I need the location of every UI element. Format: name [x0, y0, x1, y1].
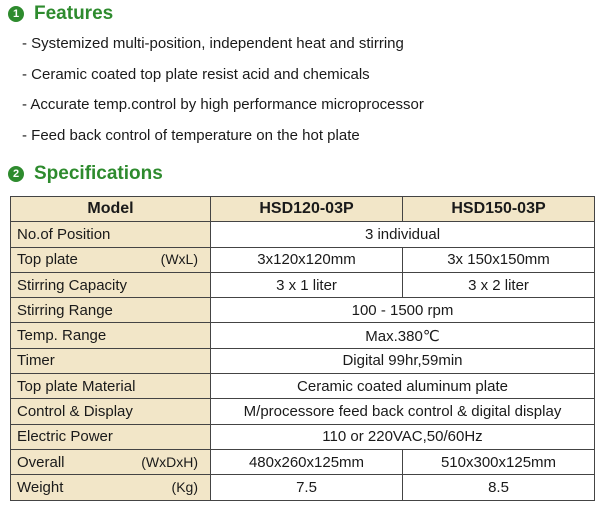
row-unit: (WxL) — [160, 251, 198, 268]
row-label: Overall — [17, 453, 65, 471]
table-row — [11, 272, 595, 297]
row-value-shared: 3 individual — [211, 222, 595, 247]
row-label: Weight — [17, 478, 64, 496]
feature-item: - Ceramic coated top plate resist acid and chemicals — [22, 65, 370, 83]
features-list — [22, 33, 424, 155]
header-col1: HSD120-03P — [211, 197, 403, 222]
table-row — [11, 298, 595, 323]
header-col2: HSD150-03P — [403, 197, 595, 222]
row-label: Stirring Capacity — [17, 276, 128, 294]
row-unit: (WxDxH) — [141, 453, 198, 470]
number-badge-icon: 1 — [8, 6, 24, 22]
row-label: Control & Display — [17, 403, 133, 421]
row-label-cell — [11, 475, 211, 500]
table-row — [11, 348, 595, 373]
row-label-cell — [11, 449, 211, 474]
table-header-row — [11, 197, 595, 222]
number-badge-icon: 2 — [8, 166, 24, 182]
row-label-cell — [11, 247, 211, 272]
row-value-shared: 100 - 1500 rpm — [211, 298, 595, 323]
row-label-cell — [11, 222, 211, 247]
row-label-cell — [11, 374, 211, 399]
table-row — [11, 323, 595, 348]
row-value-hsd150: 3x 150x150mm — [403, 247, 595, 272]
row-value-shared: Ceramic coated aluminum plate — [211, 374, 595, 399]
row-label-cell — [11, 272, 211, 297]
row-label: Temp. Range — [17, 327, 107, 345]
row-value-shared: Digital 99hr,59min — [211, 348, 595, 373]
table-row — [11, 475, 595, 500]
row-label-cell — [11, 323, 211, 348]
row-label: Top plate Material — [17, 377, 136, 395]
row-value-hsd120: 7.5 — [211, 475, 403, 500]
row-label-cell — [11, 298, 211, 323]
table-row — [11, 399, 595, 424]
table-row — [11, 449, 595, 474]
table-row — [11, 424, 595, 449]
row-value-shared: M/processore feed back control & digital display — [211, 399, 595, 424]
header-model: Model — [11, 197, 211, 222]
row-value-hsd120: 480x260x125mm — [211, 449, 403, 474]
specifications-title: Specifications — [34, 163, 163, 184]
feature-item: - Feed back control of temperature on the hot plate — [22, 126, 360, 144]
features-heading — [8, 3, 113, 25]
row-label: Top plate — [17, 251, 78, 269]
row-value-shared: Max.380℃ — [211, 323, 595, 348]
row-label-cell — [11, 348, 211, 373]
row-label-cell — [11, 399, 211, 424]
table-row — [11, 374, 595, 399]
row-value-shared: 110 or 220VAC,50/60Hz — [211, 424, 595, 449]
row-value-hsd150: 3 x 2 liter — [403, 272, 595, 297]
features-title: Features — [34, 3, 114, 24]
row-unit: (Kg) — [171, 478, 198, 495]
feature-item: - Systemized multi-position, independent heat and stirring — [22, 35, 404, 52]
row-label: No.of Position — [17, 225, 111, 243]
row-value-hsd150: 8.5 — [403, 475, 595, 500]
specifications-table — [10, 196, 595, 501]
row-label-cell — [11, 424, 211, 449]
row-label: Electric Power — [17, 428, 113, 446]
table-row — [11, 247, 595, 272]
row-label: Stirring Range — [17, 301, 113, 319]
row-label: Timer — [17, 352, 55, 370]
row-value-hsd150: 510x300x125mm — [403, 449, 595, 474]
specifications-heading — [8, 163, 163, 185]
table-row — [11, 222, 595, 247]
feature-item: - Accurate temp.control by high performance microprocessor — [22, 96, 424, 113]
row-value-hsd120: 3x120x120mm — [211, 247, 403, 272]
row-value-hsd120: 3 x 1 liter — [211, 272, 403, 297]
